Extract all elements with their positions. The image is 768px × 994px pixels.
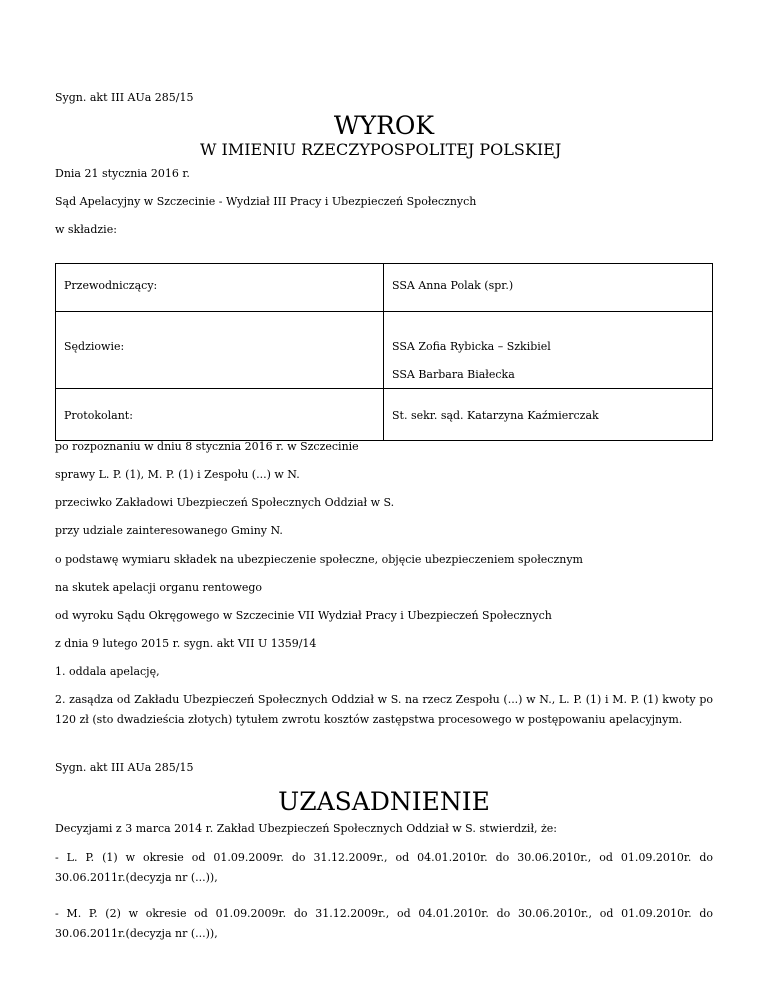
subject-line: o podstawę wymiaru składek na ubezpieczenie społeczne, objęcie ubezpieczeniem społecznym	[55, 553, 583, 566]
verdict-title: WYROK	[333, 111, 435, 140]
chair-label-cell	[56, 264, 384, 312]
case-parties-line: sprawy L. P. (1), M. P. (1) i Zespołu (...) w N.	[55, 468, 300, 481]
justification-item-2: - M. P. (2) w okresie od 01.09.2009r. do 31.12.2009r., od 04.01.2010r. do 30.06.2010r., od 01.09.2010r. do 30.06.2011r.(decyzja nr (...)),	[55, 907, 713, 940]
verdict-date: Dnia 21 stycznia 2016 r.	[55, 167, 190, 180]
clerk-label: Protokolant:	[64, 409, 133, 422]
hearing-line: po rozpoznaniu w dniu 8 stycznia 2016 r. w Szczecinie	[55, 440, 359, 453]
court-name: Sąd Apelacyjny w Szczecinie - Wydział III Pracy i Ubezpieczeń Społecznych	[55, 195, 477, 208]
table-row	[56, 312, 713, 389]
case-reference-top: Sygn. akt III AUa 285/15	[55, 91, 194, 104]
interested-party-line: przy udziale zainteresowanego Gminy N.	[55, 524, 283, 537]
judge-1: SSA Zofia Rybicka – Szkibiel	[392, 340, 551, 353]
judges-label-cell	[56, 312, 384, 389]
appeal-line: na skutek apelacji organu rentowego	[55, 581, 263, 594]
judges-value-cell	[384, 312, 713, 389]
justification-title: UZASADNIENIE	[278, 787, 490, 816]
lower-court-date-line: z dnia 9 lutego 2015 r. sygn. akt VII U 1359/14	[55, 637, 317, 650]
justification-intro: Decyzjami z 3 marca 2014 r. Zakład Ubezpieczeń Społecznych Oddział w S. stwierdził, że:	[55, 822, 558, 835]
chair-value: SSA Anna Polak (spr.)	[392, 279, 514, 292]
table-row	[56, 389, 713, 441]
judges-label: Sędziowie:	[64, 340, 125, 353]
ruling-point-2: 2. zasądza od Zakładu Ubezpieczeń Społecznych Oddział w S. na rzecz Zespołu (...) w N., L. P. (1) i M. P. (1) kwoty po 120 zł (sto dwadzieścia złotych) tytułem zwrotu kosztów zastępstwa procesowego w postępowaniu apelacyjnym.	[55, 693, 713, 726]
clerk-value-cell	[384, 389, 713, 441]
composition-label: w składzie:	[55, 223, 117, 236]
lower-court-line: od wyroku Sądu Okręgowego w Szczecinie VII Wydział Pracy i Ubezpieczeń Społecznych	[55, 609, 552, 622]
verdict-subtitle: W IMIENIU RZECZYPOSPOLITEJ POLSKIEJ	[200, 140, 562, 159]
table-row	[56, 264, 713, 312]
case-reference-bottom: Sygn. akt III AUa 285/15	[55, 761, 194, 774]
clerk-label-cell	[56, 389, 384, 441]
respondent-line: przeciwko Zakładowi Ubezpieczeń Społecznych Oddział w S.	[55, 496, 395, 509]
clerk-value: St. sekr. sąd. Katarzyna Kaźmierczak	[392, 409, 599, 422]
ruling-point-1: 1. oddala apelację,	[55, 665, 160, 678]
chair-label: Przewodniczący:	[64, 279, 158, 292]
judge-2: SSA Barbara Białecka	[392, 368, 515, 381]
chair-value-cell	[384, 264, 713, 312]
court-panel-table	[55, 263, 713, 441]
justification-item-1: - L. P. (1) w okresie od 01.09.2009r. do 31.12.2009r., od 04.01.2010r. do 30.06.2010r., od 01.09.2010r. do 30.06.2011r.(decyzja nr (...)),	[55, 851, 713, 884]
